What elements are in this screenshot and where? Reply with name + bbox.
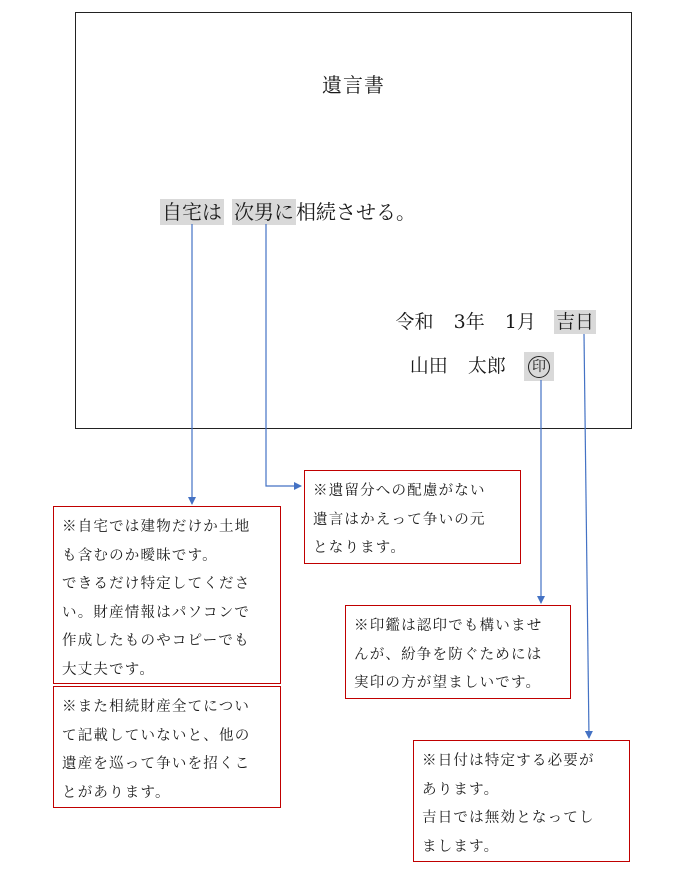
note-line: できるだけ特定してくださ [62,576,251,592]
note-line: 遺言はかえって争いの元 [313,511,486,528]
highlight-day: 吉日 [555,311,594,333]
note-line: となります。 [313,540,407,556]
note-property-specific [53,506,281,684]
seal-highlight [524,352,554,381]
note-line: ※印鑑は認印でも構いませ [354,618,543,634]
note-line: ※自宅では建物だけか土地 [62,519,251,535]
date-month: 1月 [504,311,536,333]
note-line: 作成したものやコピーでも [62,633,250,649]
date-line [396,307,597,334]
seal-mark-icon: 印 [528,356,550,378]
note-reserved-share [304,470,521,564]
signature-given-name: 太郎 [467,355,506,377]
note-line: んが、紛争を防ぐためには [354,646,543,663]
date-era: 令和 [395,311,434,333]
document-title: 遺言書 [322,73,385,97]
note-line: とがあります。 [62,784,171,801]
body-text-inherit: 相続させる。 [296,200,416,224]
highlight-home: 自宅は [162,200,222,224]
note-line: まします。 [422,838,500,855]
note-line: ※遺留分への配慮がない [313,483,486,499]
highlight-second-son: 次男に [234,200,294,224]
note-line: て記載していないと、他の [62,727,251,744]
note-all-assets [53,686,281,808]
note-line: 大丈夫です。 [62,661,156,678]
signature-surname: 山田 [409,355,448,377]
note-line: 実印の方が望ましいです。 [354,675,542,691]
note-line: も含むのか曖昧です。 [62,547,218,564]
note-line: ※また相続財産全てについ [62,699,251,715]
note-line: 遺産を巡って争いを招くこ [62,756,251,772]
note-date [413,740,630,862]
note-line: 吉日では無効となってし [422,810,595,826]
note-line: ※日付は特定する必要が [422,753,595,769]
signature-line [410,351,554,381]
note-seal [345,605,571,699]
date-year: 3年 [453,311,485,333]
will-body-line [160,196,416,225]
note-line: い。財産情報はパソコンで [62,604,251,621]
note-line: あります。 [422,781,500,798]
will-document [75,12,632,429]
